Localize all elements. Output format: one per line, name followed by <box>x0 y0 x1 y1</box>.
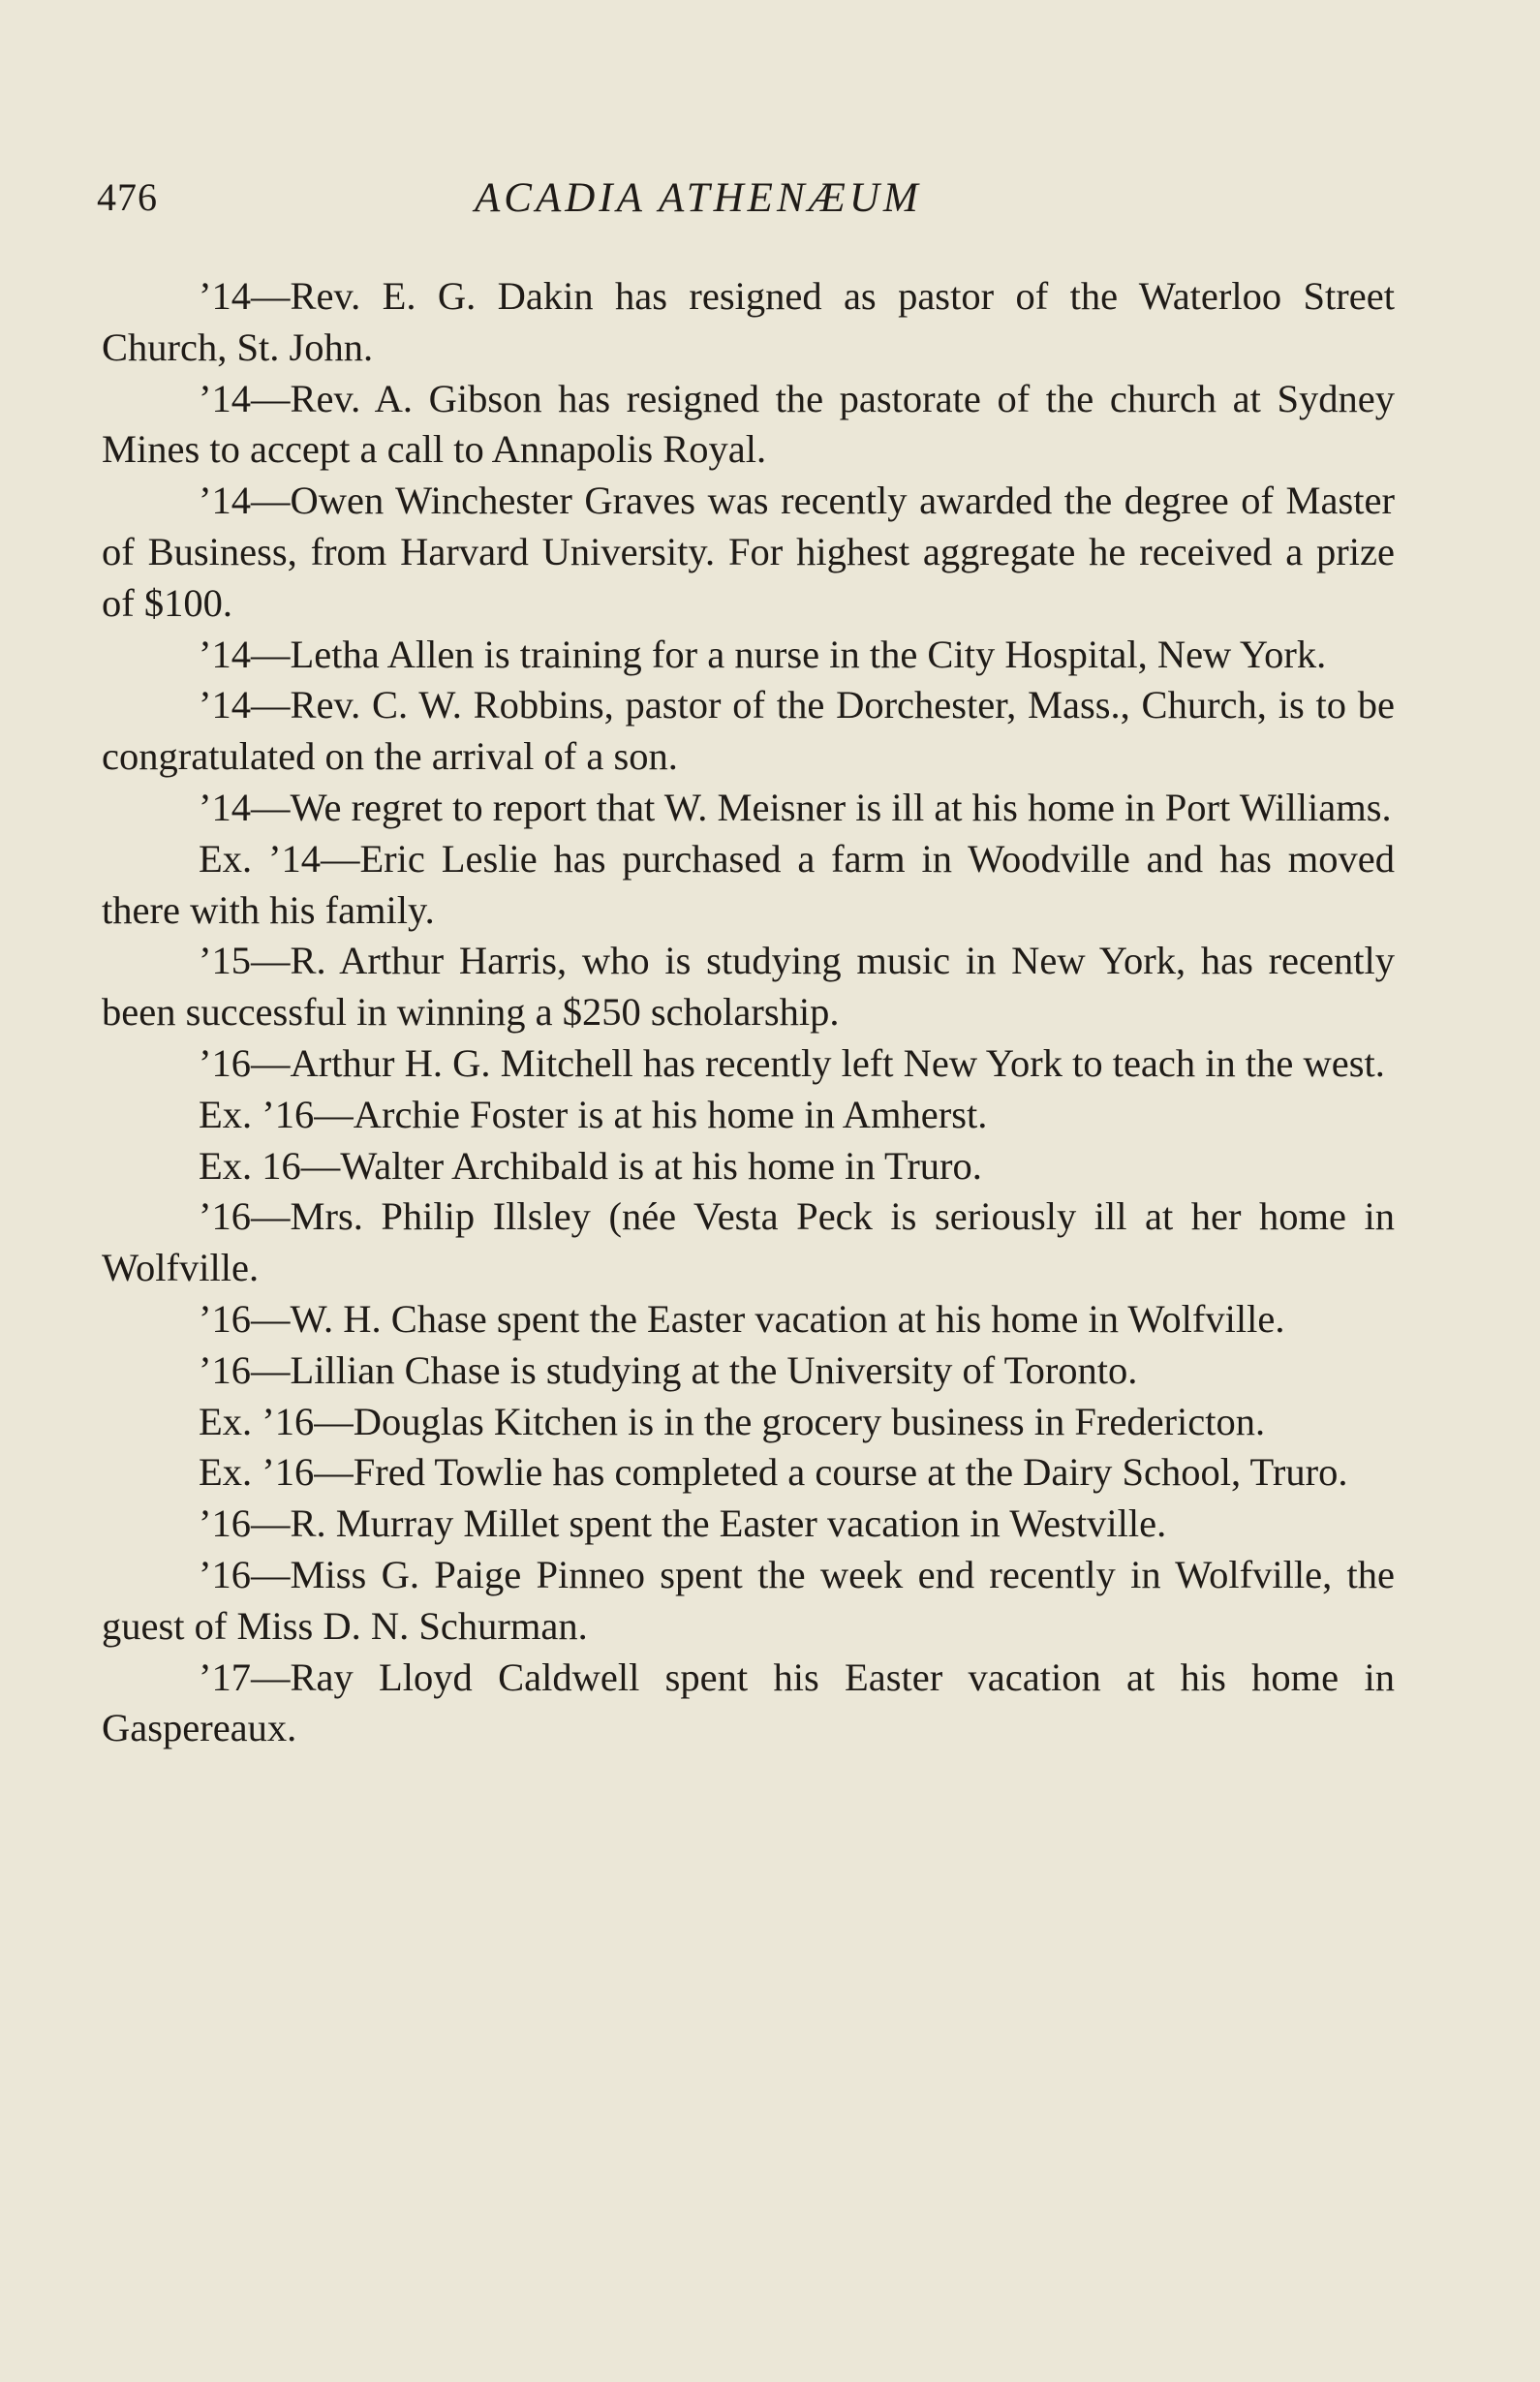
alumni-note: ’17—Ray Lloyd Caldwell spent his Easter vacation at his home in Gaspereaux. <box>102 1655 1395 1750</box>
alumni-note: ’14—Letha Allen is training for a nurse in the City Hospital, New York. <box>199 632 1327 676</box>
alumni-note: Ex. ’16—Fred Towlie has completed a course at the Dairy School, Truro. <box>199 1450 1348 1495</box>
alumni-note: ’16—Miss G. Paige Pinneo spent the week end recently in Wolfville, the guest of Miss D. N. Schurman. <box>102 1552 1395 1648</box>
alumni-note: ’16—W. H. Chase spent the Easter vacation at his home in Wolfville. <box>199 1296 1285 1341</box>
alumni-note: Ex. 16—Walter Archibald is at his home in Truro. <box>199 1143 982 1188</box>
running-header <box>97 174 1395 232</box>
alumni-note: ’15—R. Arthur Harris, who is studying music in New York, has recently been successful in winning a $250 scholarship. <box>102 939 1395 1035</box>
journal-title: ACADIA ATHENÆUM <box>475 175 922 221</box>
alumni-note: ’14—Rev. C. W. Robbins, pastor of the Dorchester, Mass., Church, is to be congratulated on the arrival of a son. <box>102 683 1395 779</box>
alumni-note: ’16—Lillian Chase is studying at the University of Toronto. <box>199 1347 1138 1392</box>
alumni-note: ’14—Rev. A. Gibson has resigned the pastorate of the church at Sydney Mines to accept a call to Annapolis Royal. <box>102 376 1395 472</box>
page-number: 476 <box>97 175 158 219</box>
alumni-note: ’16—Mrs. Philip Illsley (née Vesta Peck is seriously ill at her home in Wolfville. <box>102 1194 1395 1290</box>
alumni-note: Ex. ’16—Douglas Kitchen is in the grocery business in Fredericton. <box>199 1399 1266 1443</box>
alumni-note: ’16—R. Murray Millet spent the Easter vacation in Westville. <box>199 1501 1167 1546</box>
alumni-note: Ex. ’16—Archie Foster is at his home in Amherst. <box>199 1092 988 1136</box>
alumni-note: ’14—Owen Winchester Graves was recently awarded the degree of Master of Business, from Harvard University. For highest aggregate he received a prize of $100. <box>102 479 1395 625</box>
alumni-notes <box>102 271 1395 1754</box>
alumni-note: Ex. ’14—Eric Leslie has purchased a farm in Woodville and has moved there with his family. <box>102 836 1395 932</box>
alumni-note: ’14—We regret to report that W. Meisner is ill at his home in Port Williams. <box>199 785 1392 829</box>
alumni-note: ’14—Rev. E. G. Dakin has resigned as pastor of the Waterloo Street Church, St. John. <box>102 274 1395 369</box>
alumni-note: ’16—Arthur H. G. Mitchell has recently left New York to teach in the west. <box>199 1040 1385 1085</box>
